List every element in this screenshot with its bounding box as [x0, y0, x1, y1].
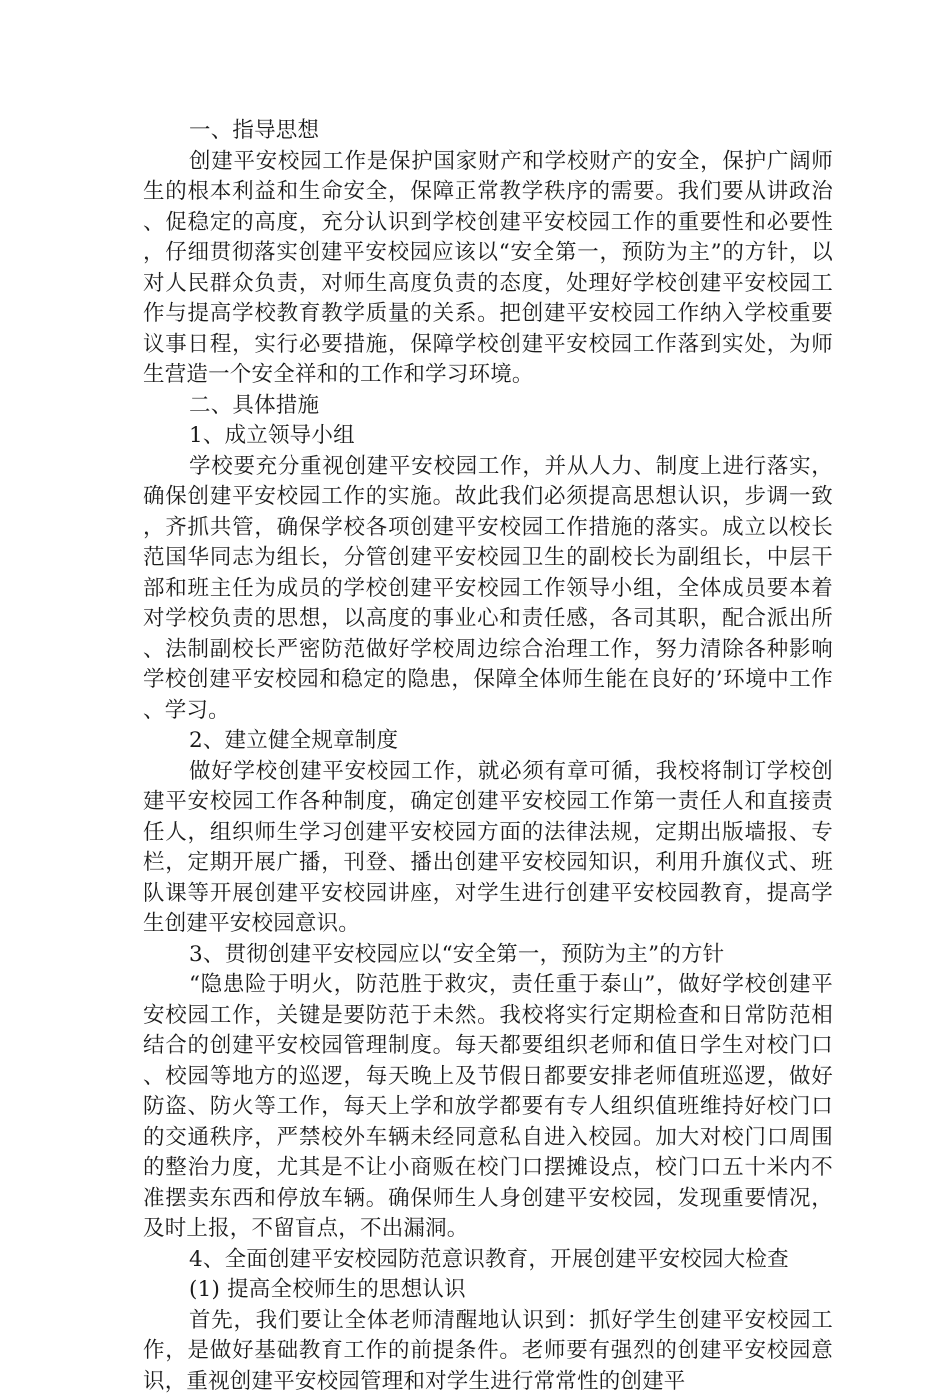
- paragraph-leadership-group: 学校要充分重视创建平安校园工作，并从人力、制度上进行落实，确保创建平安校园工作的实施。故此我们必须提高思想认识，步调一致，齐抓共管，确保学校各项创建平安校园工作措施的落实。成立以校长范国华同志为组长，分管创建平安校园卫生的副校长为副组长，中层干部和班主任为成员的学校创建平安校园工作领导小组，全体成员要本着对学校负责的思想，以高度的事业心和责任感，各司其职，配合派出所、法制副校长严密防范做好学校周边综合治理工作，努力清除各种影响学校创建平安校园和稳定的隐患，保障全体师生能在良好的’环境中工作、学习。: [143, 452, 833, 727]
- document-page: [143, 116, 833, 1397]
- subheading-safety-first: 3、贯彻创建平安校园应以“安全第一，预防为主”的方针: [143, 940, 833, 971]
- subheading-raise-awareness: (1) 提高全校师生的思想认识: [143, 1275, 833, 1306]
- paragraph-safety-first: “隐患险于明火，防范胜于救灾，责任重于泰山”，做好学校创建平安校园工作，关键是要防范于未然。我校将实行定期检查和日常防范相结合的创建平安校园管理制度。每天都要组织老师和值日学生对校门口、校园等地方的巡逻，每天晚上及节假日都要安排老师值班巡逻，做好防盗、防火等工作，每天上学和放学都要有专人组织值班维持好校门口的交通秩序，严禁校外车辆未经同意私自进入校园。加大对校门口周围的整治力度，尤其是不让小商贩在校门口摆摊设点，校门口五十米内不准摆卖东西和停放车辆。确保师生人身创建平安校园，发现重要情况，及时上报，不留盲点，不出漏洞。: [143, 970, 833, 1245]
- paragraph-raise-awareness: 首先，我们要让全体老师清醒地认识到：抓好学生创建平安校园工作，是做好基础教育工作的前提条件。老师要有强烈的创建平安校园意识，重视创建平安校园管理和对学生进行常常性的创建平: [143, 1306, 833, 1397]
- paragraph-guiding-thought: 创建平安校园工作是保护国家财产和学校财产的安全，保护广阔师生的根本利益和生命安全，保障正常教学秩序的需要。我们要从讲政治、促稳定的高度，充分认识到学校创建平安校园工作的重要性和必要性，仔细贯彻落实创建平安校园应该以“安全第一，预防为主”的方针，以对人民群众负责，对师生高度负责的态度，处理好学校创建平安校园工作与提高学校教育教学质量的关系。把创建平安校园工作纳入学校重要议事日程，实行必要措施，保障学校创建平安校园工作落到实处，为师生营造一个安全祥和的工作和学习环境。: [143, 147, 833, 391]
- section-heading-guiding-thought: 一、指导思想: [143, 116, 833, 147]
- paragraph-rules-system: 做好学校创建平安校园工作，就必须有章可循，我校将制订学校创建平安校园工作各种制度，确定创建平安校园工作第一责任人和直接责任人，组织师生学习创建平安校园方面的法律法规，定期出版墙报、专栏，定期开展广播，刊登、播出创建平安校园知识，利用升旗仪式、班队课等开展创建平安校园讲座，对学生进行创建平安校园教育，提高学生创建平安校园意识。: [143, 757, 833, 940]
- section-heading-measures: 二、具体措施: [143, 391, 833, 422]
- subheading-leadership-group: 1、成立领导小组: [143, 421, 833, 452]
- subheading-awareness-education: 4、全面创建平安校园防范意识教育，开展创建平安校园大检查: [143, 1245, 833, 1276]
- subheading-rules-system: 2、建立健全规章制度: [143, 726, 833, 757]
